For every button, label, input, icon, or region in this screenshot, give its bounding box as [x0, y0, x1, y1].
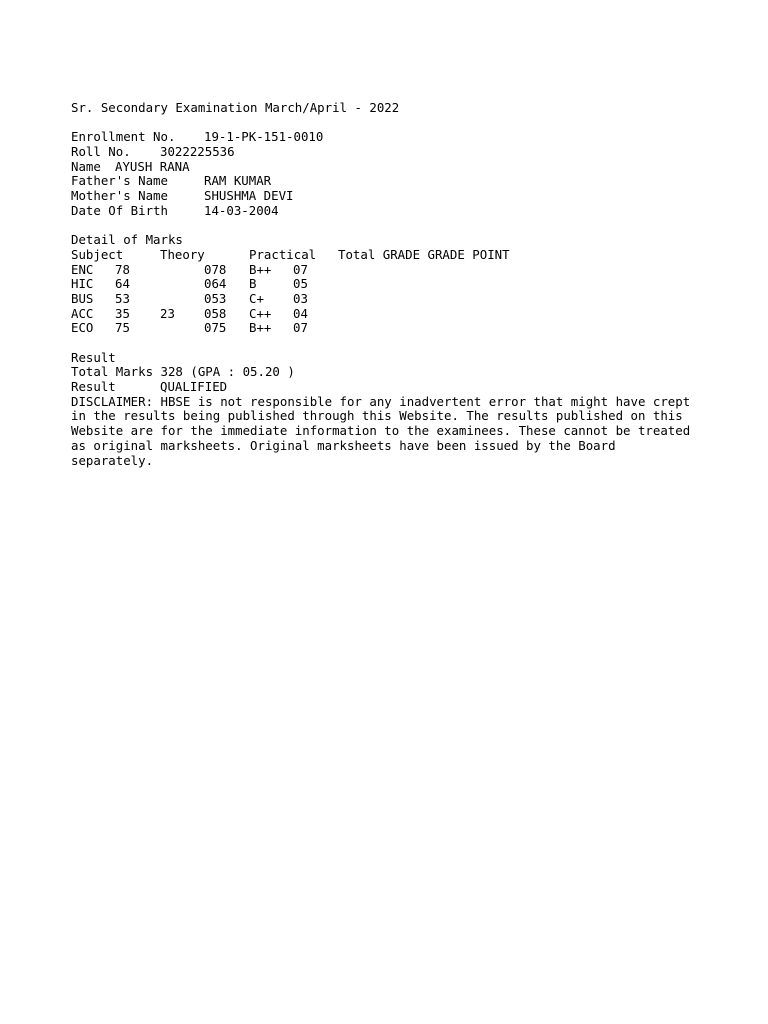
father-label: Father's Name	[71, 173, 168, 189]
header-theory: Theory	[160, 246, 205, 262]
grade-point: 05	[293, 276, 308, 292]
grade-point: 04	[293, 305, 308, 321]
name-value: AYUSH RANA	[115, 158, 190, 174]
total-marks: 053	[204, 290, 227, 306]
subject-code: ACC	[71, 305, 94, 321]
disclaimer-text: DISCLAIMER: HBSE is not responsible for any inadvertent error that might have crept in the results being published through this Website. The results published on this Website are for the immediate information to the examinees. These cannot be treated as original marksheets. Original marksheets have been issued by the Board separately.	[71, 393, 691, 468]
total-marks: 064	[204, 276, 227, 292]
roll-value: 3022225536	[160, 144, 235, 160]
father-row	[71, 174, 711, 189]
exam-heading: Sr. Secondary Examination March/April - 2022	[71, 100, 400, 115]
grade-point: 07	[293, 261, 308, 277]
subject-code: BUS	[71, 290, 94, 306]
name-label: Name	[71, 158, 101, 174]
grade: B++	[249, 261, 272, 277]
grade-point: 03	[293, 290, 308, 306]
subject-code: ECO	[71, 320, 94, 336]
mother-label: Mother's Name	[71, 188, 168, 204]
marks-row	[71, 292, 711, 307]
name-row	[71, 160, 711, 175]
marks-row	[71, 277, 711, 292]
grade-point: 07	[293, 320, 308, 336]
total-marks: 075	[204, 320, 227, 336]
marks-row	[71, 307, 711, 322]
total-marks: 078	[204, 261, 227, 277]
result-status: QUALIFIED	[160, 379, 228, 395]
theory-marks: 78	[115, 261, 130, 277]
theory-marks: 53	[115, 290, 130, 306]
header-subject: Subject	[71, 246, 124, 262]
result-label: Result	[71, 379, 116, 395]
header-practical: Practical	[249, 246, 317, 262]
dob-row	[71, 204, 711, 219]
grade: C++	[249, 305, 272, 321]
header-total-grade-point: Total GRADE GRADE POINT	[338, 246, 510, 262]
theory-marks: 75	[115, 320, 130, 336]
theory-marks: 64	[115, 276, 130, 292]
dob-value: 14-03-2004	[204, 202, 279, 218]
marks-row	[71, 321, 711, 336]
spacer	[71, 219, 711, 234]
mother-row	[71, 189, 711, 204]
marks-section-title: Detail of Marks	[71, 232, 183, 248]
marks-row	[71, 263, 711, 278]
result-section-title: Result	[71, 349, 116, 365]
grade: C+	[249, 290, 264, 306]
father-value: RAM KUMAR	[204, 173, 272, 189]
spacer	[71, 116, 711, 131]
spacer	[71, 336, 711, 351]
grade: B++	[249, 320, 272, 336]
grade: B	[249, 276, 257, 292]
result-row	[71, 380, 711, 395]
total-marks: 058	[204, 305, 227, 321]
total-marks-line: Total Marks 328 (GPA : 05.20 )	[71, 364, 295, 380]
mother-value: SHUSHMA DEVI	[204, 188, 294, 204]
roll-label: Roll No.	[71, 144, 131, 160]
subject-code: ENC	[71, 261, 94, 277]
subject-code: HIC	[71, 276, 94, 292]
enrollment-label: Enrollment No.	[71, 129, 176, 145]
theory-marks: 35	[115, 305, 130, 321]
enrollment-row	[71, 130, 711, 145]
marks-header-row	[71, 248, 711, 263]
marksheet-document	[71, 101, 711, 468]
dob-label: Date Of Birth	[71, 202, 168, 218]
roll-row	[71, 145, 711, 160]
enrollment-value: 19-1-PK-151-0010	[204, 129, 324, 145]
practical-marks: 23	[160, 305, 175, 321]
